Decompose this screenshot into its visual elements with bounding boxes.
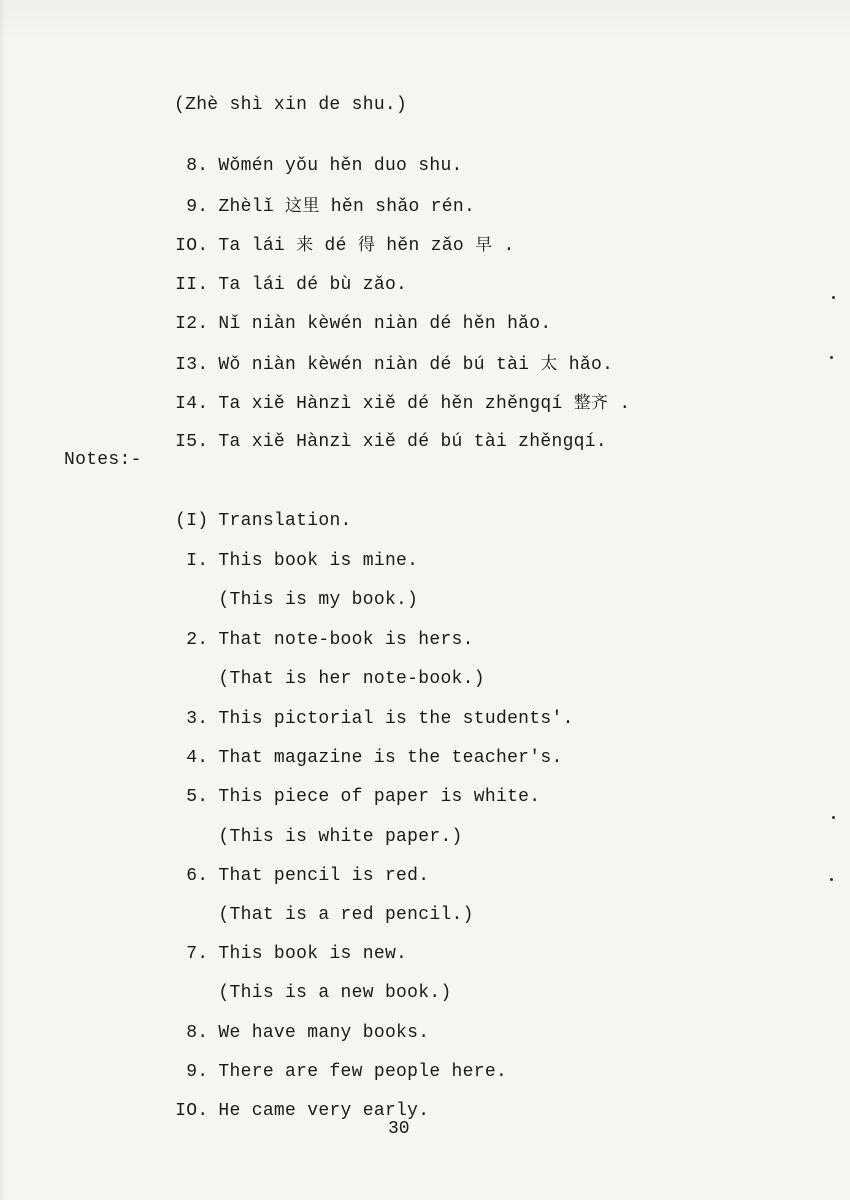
line-number: 9. xyxy=(186,1062,209,1082)
line-text: (That is a red pencil.) xyxy=(218,905,474,925)
line-text: He came very early. xyxy=(218,1101,430,1121)
line-text: This pictorial is the students'. xyxy=(218,709,574,729)
line-number: I. xyxy=(186,551,209,571)
page-number: 30 xyxy=(388,1119,410,1139)
line-number: 3. xyxy=(186,709,209,729)
line-text: We have many books. xyxy=(218,1023,430,1043)
line-text: Ta xiě Hànzì xiě dé bú tài zhěngqí. xyxy=(218,432,607,452)
line-text: That note-book is hers. xyxy=(218,630,474,650)
hanzi-text: 这里 xyxy=(285,196,320,216)
line-text: There are few people here. xyxy=(218,1062,508,1082)
line-text: dé xyxy=(313,236,358,256)
scan-speck xyxy=(832,816,835,819)
line-number: 8. xyxy=(186,1023,209,1043)
line-text: Ta xiě Hànzì xiě dé hěn zhěngqí xyxy=(218,394,574,414)
drill-line-15 xyxy=(118,409,607,475)
line-text: Ta lái dé bù zǎo. xyxy=(218,275,408,295)
line-number: 5. xyxy=(186,787,209,807)
line-text: This book is mine. xyxy=(218,551,419,571)
line-text: (This is my book.) xyxy=(218,590,419,610)
line-number: I2. xyxy=(175,314,209,334)
line-text: This piece of paper is white. xyxy=(218,787,541,807)
line-number: I5. xyxy=(175,432,209,452)
line-number: I3. xyxy=(175,355,209,375)
line-number: 7. xyxy=(186,944,209,964)
translation-line xyxy=(118,1078,429,1144)
hanzi-text: 太 xyxy=(540,354,558,374)
line-text: Wǒ niàn kèwén niàn dé bú tài xyxy=(218,355,541,375)
line-text: . xyxy=(492,236,515,256)
line-number: II. xyxy=(175,275,209,295)
line-text: hǎo. xyxy=(557,355,614,375)
line-number: IO. xyxy=(175,236,209,256)
line-number: 2. xyxy=(186,630,209,650)
line-number: (I) xyxy=(175,511,209,531)
scan-speck xyxy=(832,296,835,299)
hanzi-text: 来 xyxy=(296,235,314,255)
line-text: This book is new. xyxy=(218,944,408,964)
line-text: hěn zǎo xyxy=(375,236,476,256)
hanzi-text: 早 xyxy=(475,235,493,255)
line-text: Wǒmén yǒu hěn duo shu. xyxy=(218,156,463,176)
line-number: 6. xyxy=(186,866,209,886)
line-number: 8. xyxy=(186,156,209,176)
line-text: That magazine is the teacher's. xyxy=(218,748,563,768)
line-text: Ta lái xyxy=(218,236,297,256)
line-number: 9. xyxy=(186,197,209,217)
line-text: Nǐ niàn kèwén niàn dé hěn hǎo. xyxy=(218,314,552,334)
hanzi-text: 整齐 xyxy=(573,393,609,413)
drill-line-7-gloss: (Zhè shì xin de shu.) xyxy=(174,95,408,115)
scan-speck xyxy=(830,878,833,881)
line-text: hěn shǎo rén. xyxy=(319,197,476,217)
scan-speck xyxy=(830,356,833,359)
line-text: . xyxy=(608,394,631,414)
line-text: (That is her note-book.) xyxy=(218,669,485,689)
hanzi-text: 得 xyxy=(357,235,376,255)
notes-heading: Notes:- xyxy=(64,450,142,470)
line-text: (This is a new book.) xyxy=(218,983,452,1003)
line-text: Translation. xyxy=(218,511,352,531)
line-text: That pencil is red. xyxy=(218,866,430,886)
line-number: I4. xyxy=(175,394,209,414)
line-number: IO. xyxy=(175,1101,209,1121)
line-number: 4. xyxy=(186,748,209,768)
line-text: (This is white paper.) xyxy=(218,827,463,847)
line-text: Zhèlǐ xyxy=(218,197,286,217)
